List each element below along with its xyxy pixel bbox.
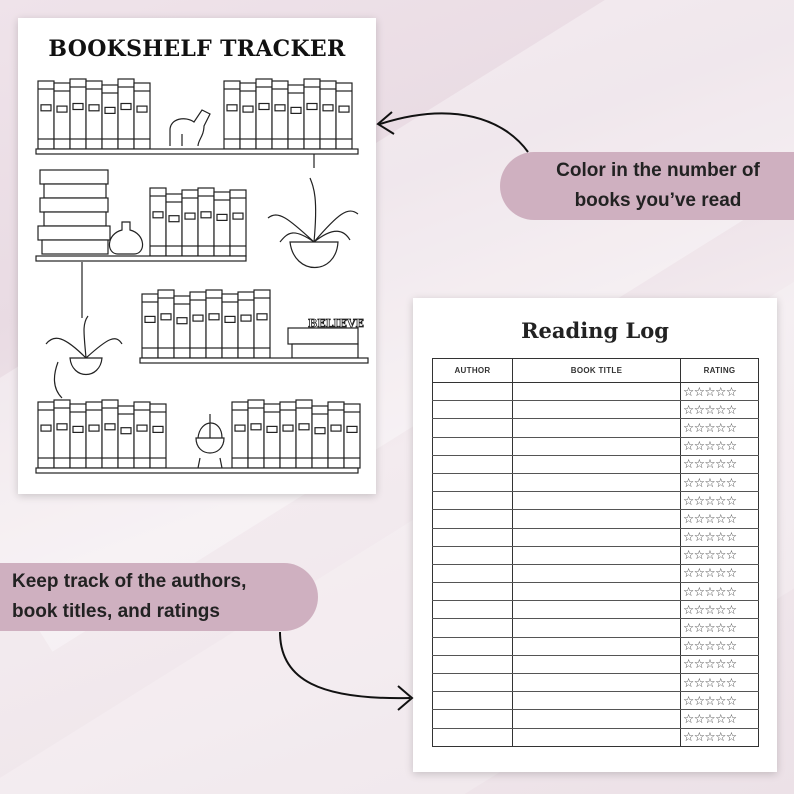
column-header-book-title: BOOK TITLE (513, 359, 681, 383)
rating-stars-icon[interactable]: ☆☆☆☆☆ (683, 711, 737, 726)
rating-stars-icon[interactable]: ☆☆☆☆☆ (683, 493, 737, 508)
rating-stars-icon[interactable]: ☆☆☆☆☆ (683, 402, 737, 417)
callout-line: Color in the number of (556, 160, 760, 181)
reading-log-title: Reading Log (521, 318, 669, 343)
rating-stars-icon[interactable]: ☆☆☆☆☆ (683, 511, 737, 526)
rating-stars-icon[interactable]: ☆☆☆☆☆ (683, 439, 737, 454)
callout-line: books you’ve read (574, 190, 742, 211)
rating-stars-icon[interactable]: ☆☆☆☆☆ (683, 420, 737, 435)
rating-stars-icon[interactable]: ☆☆☆☆☆ (683, 566, 737, 581)
arrow-to-log-icon (280, 632, 410, 698)
column-header-author: AUTHOR (433, 359, 513, 383)
rating-stars-icon[interactable]: ☆☆☆☆☆ (683, 602, 737, 617)
arrow-to-tracker-icon (380, 113, 528, 152)
rating-stars-icon[interactable]: ☆☆☆☆☆ (683, 693, 737, 708)
rating-stars-icon[interactable]: ☆☆☆☆☆ (683, 584, 737, 599)
column-header-rating: RATING (681, 359, 759, 383)
rating-stars-icon[interactable]: ☆☆☆☆☆ (683, 384, 737, 399)
tracker-title: BOOKSHELF TRACKER (48, 36, 346, 62)
rating-stars-icon[interactable]: ☆☆☆☆☆ (683, 657, 737, 672)
rating-stars-icon[interactable]: ☆☆☆☆☆ (683, 621, 737, 636)
rating-stars-icon[interactable]: ☆☆☆☆☆ (683, 475, 737, 490)
rating-stars-icon[interactable]: ☆☆☆☆☆ (683, 639, 737, 654)
callout-line: book titles, and ratings (12, 601, 220, 622)
rating-stars-icon[interactable]: ☆☆☆☆☆ (683, 457, 737, 472)
believe-sign: BELIEVE (308, 317, 364, 330)
rating-stars-icon[interactable]: ☆☆☆☆☆ (683, 730, 737, 745)
rating-stars-icon[interactable]: ☆☆☆☆☆ (683, 675, 737, 690)
callout-line: Keep track of the authors, (12, 571, 247, 592)
rating-stars-icon[interactable]: ☆☆☆☆☆ (683, 530, 737, 545)
rating-stars-icon[interactable]: ☆☆☆☆☆ (683, 548, 737, 563)
